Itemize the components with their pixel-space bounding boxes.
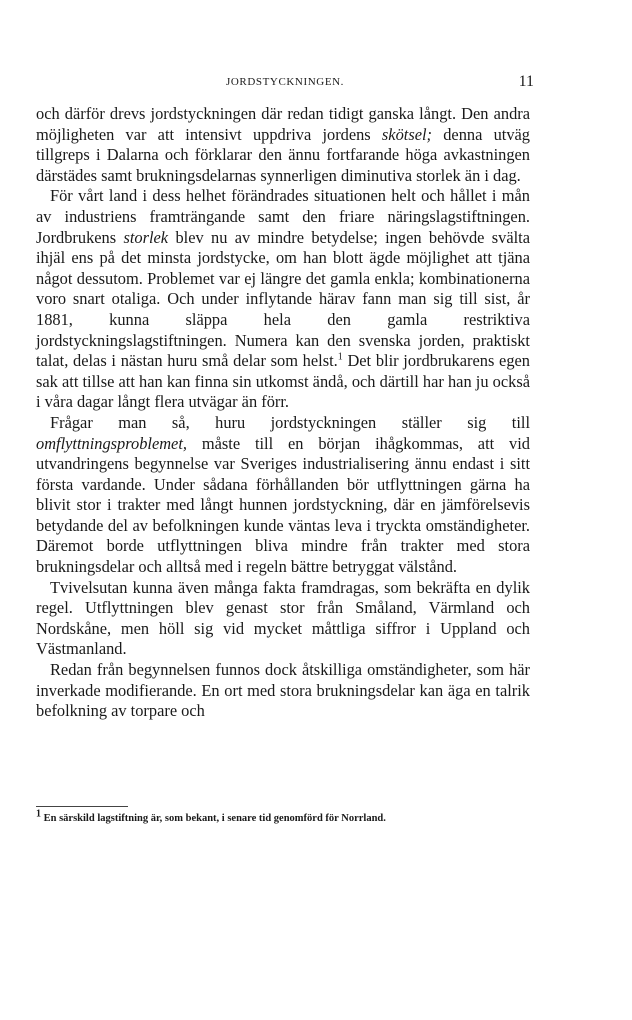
paragraph-4: Tvivelsutan kunna även många fakta framdragas, som bekräfta en dylik regel. Utflyttningen blev genast stor från Småland, Värmland och Nordskåne, men höll sig vid mycket måttliga siffror i Uppland och Västmanland. <box>36 577 530 659</box>
footnote-marker: 1 <box>36 808 41 820</box>
running-head: JORDSTYCKNINGEN. <box>225 76 345 88</box>
paragraph-2: För vårt land i dess helhet förändrades situationen helt och hållet i mån av industriens framträngande samt den friare näringslagstiftningen. Jordbrukens storlek blev nu av mindre betydelse; ingen behövde svälta ihjäl ens på det minsta jordstycke, om han blott ägde möjlighet att tjäna något dessutom. Problemet var ej längre det gamla enkla; kombinationerna voro snart otaliga. Och under inflytande härav fann man sig till sist, år 1881, kunna släppa hela den gamla restriktiva jordstyckningslagstiftningen. Numera kan den svenska jorden, praktiskt talat, delas i nästan huru små delar som helst.$^1$ Det blir jordbrukarens egen sak att tillse att han kan finna sin utkomst ändå, och därtill har han ju också i våra dagar långt flera utvägar än förr. <box>36 186 530 412</box>
emphasis-skotsel: skötsel; <box>381 124 432 144</box>
page-number: 11 <box>518 73 534 90</box>
footnote-divider <box>36 806 128 807</box>
paragraph-3: Frågar man så, huru jordstyckningen ställer sig till omflyttningsproblemet, måste till en början ihågkommas, att vid utvandringens begynnelse var Sveriges industrialisering ännu endast i sitt första vardande. Under sådana förhållanden bör utflyttningen gärna ha blivit stor i trakter med långt hunnen jordstyckning, där en jämförelsevis betydande del av befolkningen kunde väntas leva i tryckta omständigheter. Däremot borde utflyttningen bliva mindre från trakter med stora brukningsdelar och alltså med i regeln bättre betryggat välstånd. <box>36 412 530 577</box>
paragraph-5: Redan från begynnelsen funnos dock åtskilliga omständigheter, som här inverkade modifierande. En ort med stora brukningsdelar kan äga en talrik befolkning av torpare och <box>36 660 530 721</box>
page-header <box>36 73 534 96</box>
body-text <box>36 104 530 722</box>
emphasis-omflyttningsproblemet: omflyttningsproblemet, <box>36 433 187 453</box>
paragraph-1: och därför drevs jordstyckningen där redan tidigt ganska långt. Den andra möjligheten var att intensivt uppdriva jordens skötsel; denna utväg tillgreps i Dalarna och förklarar den ännu fortfarande höga avkastningen därstädes samt brukningsdelarnas synnerligen diminutiva storlek än i dag. <box>36 104 530 185</box>
footnote <box>36 808 530 826</box>
footnote-reference[interactable]: 1 <box>337 351 343 363</box>
emphasis-storlek: storlek <box>123 227 169 247</box>
footnote-text: En särskild lagstiftning är, som bekant, i senare tid genomförd för Norrland. <box>41 813 386 824</box>
